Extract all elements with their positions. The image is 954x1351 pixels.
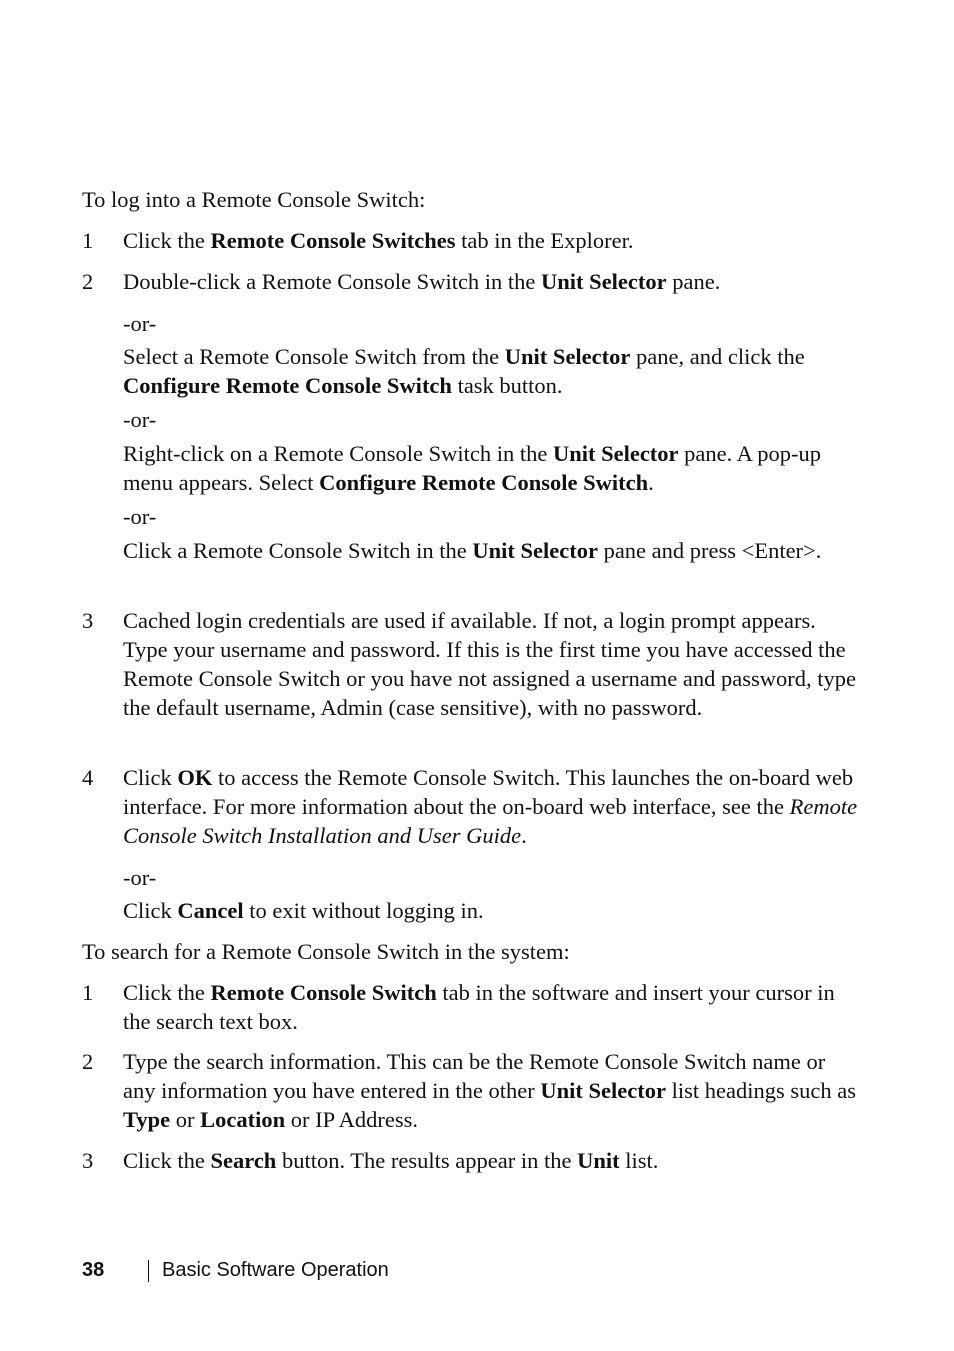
user-guide-ref: Remote Console Switch Installation and User Guide [123, 794, 858, 848]
step-number: 1 [82, 228, 94, 253]
step-number: 2 [82, 1049, 94, 1074]
search-step-2: 2 Type the search information. This can be the Remote Console Switch name or any information you have entered in the other Unit Selector list headings such as Type or Location or IP Address. [82, 1049, 856, 1132]
login-step-1: 1 Click the Remote Console Switches tab in the Explorer. [82, 228, 634, 253]
step-number: 2 [82, 269, 94, 294]
search-step-1: 1 Click the Remote Console Switch tab in the software and insert your cursor in the search text box. [82, 980, 835, 1034]
remote-console-switches-tab-ref: Remote Console Switches [210, 228, 456, 253]
step-number: 3 [82, 608, 94, 633]
login-step-2: 2 Double-click a Remote Console Switch in the Unit Selector pane. [82, 269, 721, 294]
login-alt-4: Click Cancel to exit without logging in. [123, 898, 484, 923]
or-separator: -or- [123, 865, 157, 890]
login-intro: To log into a Remote Console Switch: [82, 187, 426, 212]
login-step-3: 3 Cached login credentials are used if available. If not, a login prompt appears. Type your username and password. If this is the first time you have accessed the Remote Console Switch or you have not assigned a username and password, type the default username, Admin (case sensitive), with no password. [82, 608, 856, 720]
login-step-4: 4 Click OK to access the Remote Console Switch. This launches the on-board web interface. For more information about the on-board web interface, see the Remote Console Switch Installation and User Guide. [82, 765, 858, 848]
footer-divider [148, 1260, 149, 1282]
step-number: 1 [82, 980, 94, 1005]
or-separator: -or- [123, 407, 157, 432]
page-number: 38 [82, 1259, 105, 1281]
login-alt-2: Right-click on a Remote Console Switch in the Unit Selector pane. A pop-up menu appears. Select Configure Remote Console Switch. [123, 441, 822, 495]
chapter-title: Basic Software Operation [162, 1259, 389, 1281]
login-alt-1: Select a Remote Console Switch from the Unit Selector pane, and click the Configure Remote Console Switch task button. [123, 344, 805, 398]
configure-switch-ref: Configure Remote Console Switch [123, 373, 452, 398]
step-number: 3 [82, 1148, 94, 1173]
unit-selector-ref: Unit Selector [541, 269, 667, 294]
step-number: 4 [82, 765, 94, 790]
search-intro: To search for a Remote Console Switch in the system: [82, 939, 570, 964]
login-alt-3: Click a Remote Console Switch in the Unit Selector pane and press <Enter>. [123, 538, 822, 563]
or-separator: -or- [123, 504, 157, 529]
search-step-3: 3 Click the Search button. The results appear in the Unit list. [82, 1148, 659, 1173]
or-separator: -or- [123, 311, 157, 336]
